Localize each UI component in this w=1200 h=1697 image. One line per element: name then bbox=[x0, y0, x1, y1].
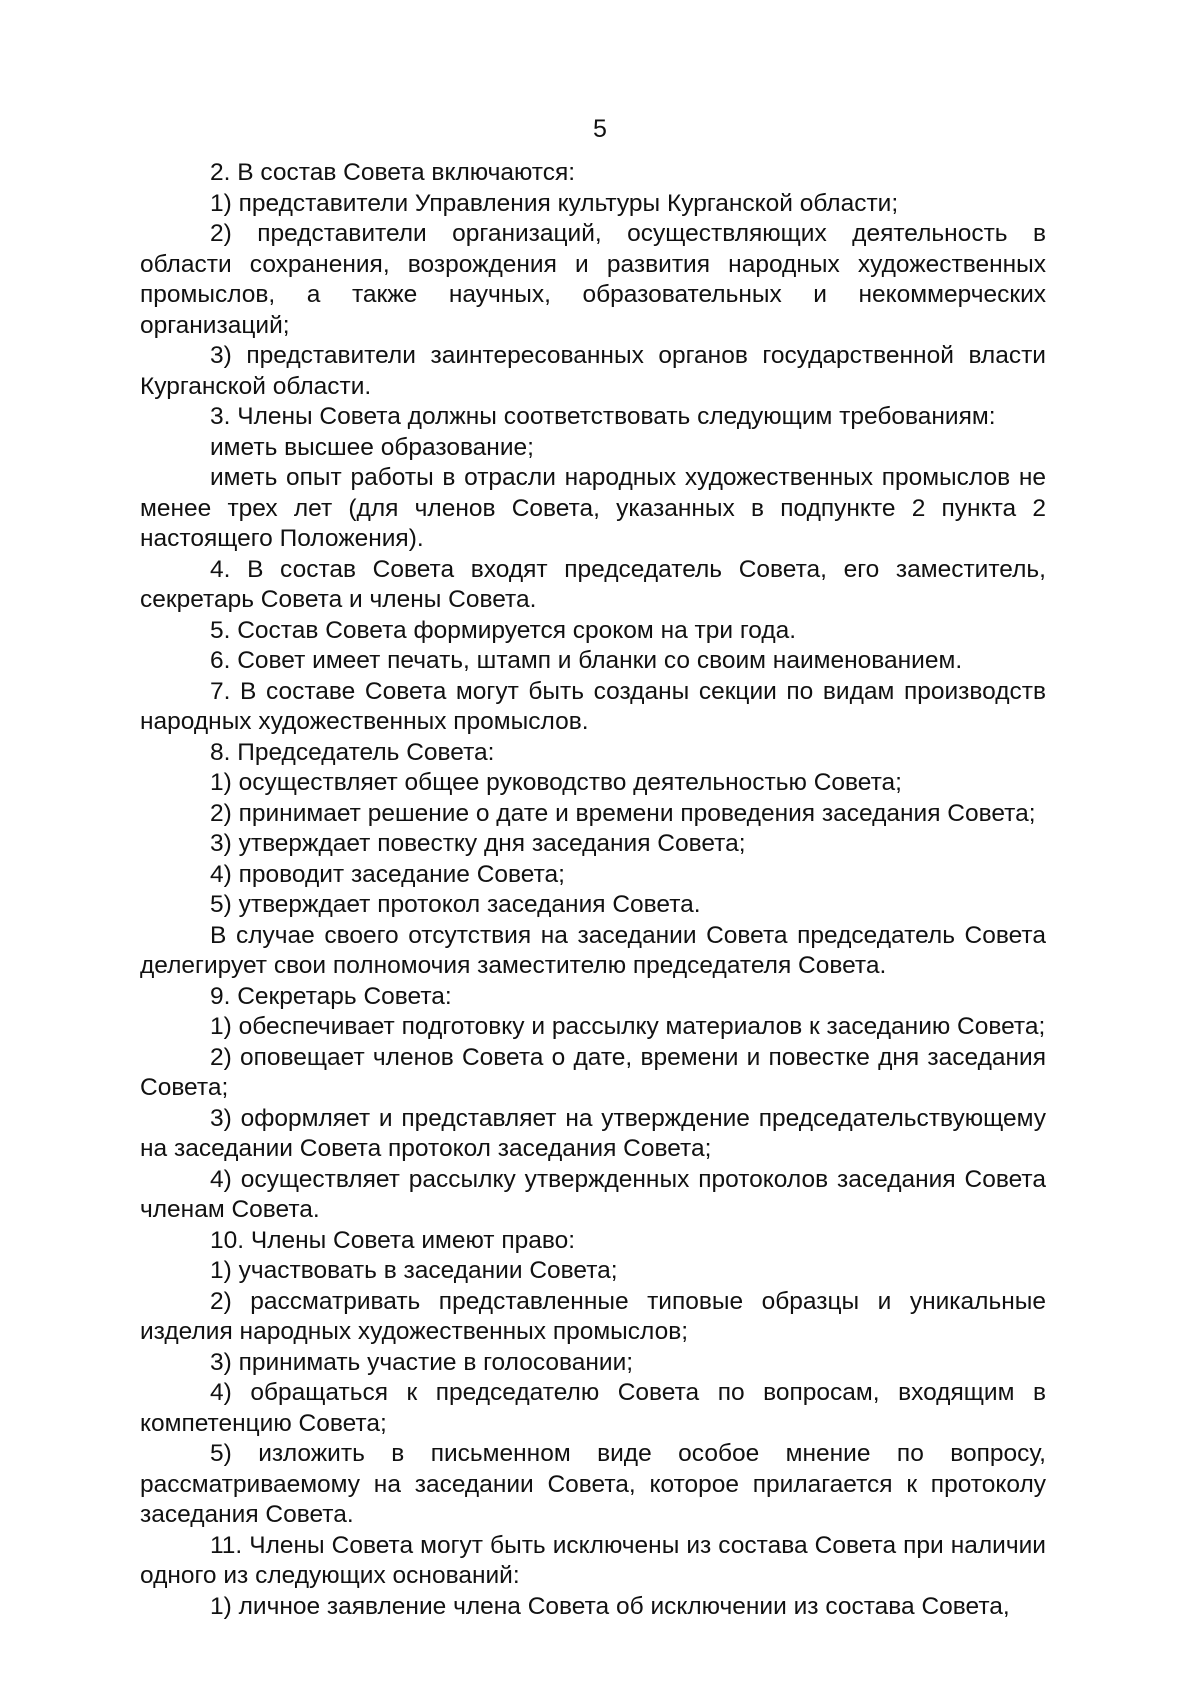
paragraph: 10. Члены Совета имеют право: bbox=[210, 1226, 576, 1254]
paragraph: 2) принимает решение о дате и времени проведения заседания Совета; bbox=[210, 799, 1036, 827]
paragraph: 2. В состав Совета включаются: bbox=[210, 159, 576, 186]
paragraph: 5) утверждает протокол заседания Совета. bbox=[210, 891, 701, 918]
paragraph: 1) участвовать в заседании Совета; bbox=[210, 1257, 618, 1284]
paragraph: 9. Секретарь Совета: bbox=[210, 982, 452, 1010]
paragraph: иметь высшее образование; bbox=[210, 433, 534, 461]
paragraph: 8. Председатель Совета: bbox=[210, 738, 495, 766]
paragraph: 3. Члены Совета должны соответствовать следующим требованиям: bbox=[210, 403, 996, 430]
paragraph: 4) обращаться к председателю Совета по вопросам, входящим в компетенцию Совета; bbox=[140, 1379, 1046, 1437]
paragraph: 3) представители заинтересованных органов государственной власти Курганской области. bbox=[140, 342, 1046, 400]
paragraph: 11. Члены Совета могут быть исключены из состава Совета при наличии одного из следующих оснований: bbox=[140, 1531, 1046, 1589]
paragraph: 1) обеспечивает подготовку и рассылку материалов к заседанию Совета; bbox=[210, 1013, 1046, 1040]
paragraph: 5. Состав Совета формируется сроком на три года. bbox=[210, 616, 797, 644]
paragraph: 5) изложить в письменном виде особое мнение по вопросу, рассматриваемому на заседании Совета, которое прилагается к протоколу заседания Совета. bbox=[140, 1440, 1046, 1528]
paragraph: В случае своего отсутствия на заседании Совета председатель Совета делегирует свои полномочия заместителю председателя Совета. bbox=[140, 921, 1046, 979]
paragraph: 2) оповещает членов Совета о дате, времени и повестке дня заседания Совета; bbox=[140, 1043, 1046, 1101]
paragraph: 3) принимать участие в голосовании; bbox=[210, 1348, 634, 1376]
paragraph: 4) проводит заседание Совета; bbox=[210, 860, 565, 888]
paragraph: 6. Совет имеет печать, штамп и бланки со своим наименованием. bbox=[210, 647, 963, 674]
paragraph: 2) представители организаций, осуществляющих деятельность в области сохранения, возрождения и развития народных художественных промыслов, а также научных, образовательных и некоммерческих организаций; bbox=[140, 220, 1046, 339]
paragraph: 1) представители Управления культуры Курганской области; bbox=[210, 189, 899, 217]
paragraph: 3) оформляет и представляет на утверждение председательствующему на заседании Совета протокол заседания Совета; bbox=[140, 1104, 1046, 1162]
paragraph: 4) осуществляет рассылку утвержденных протоколов заседания Совета членам Совета. bbox=[140, 1165, 1046, 1223]
paragraph: 3) утверждает повестку дня заседания Совета; bbox=[210, 830, 746, 857]
paragraph: 4. В состав Совета входят председатель Совета, его заместитель, секретарь Совета и члены Совета. bbox=[140, 555, 1046, 613]
document-body bbox=[140, 158, 1046, 1622]
paragraph: 1) личное заявление члена Совета об исключении из состава Совета, bbox=[210, 1592, 1010, 1620]
page-number: 5 bbox=[593, 115, 607, 143]
paragraph: 2) рассматривать представленные типовые образцы и уникальные изделия народных художественных промыслов; bbox=[140, 1287, 1046, 1345]
paragraph: 1) осуществляет общее руководство деятельностью Совета; bbox=[210, 769, 902, 796]
paragraph: 7. В составе Совета могут быть созданы секции по видам производств народных художественных промыслов. bbox=[140, 677, 1046, 735]
paragraph: иметь опыт работы в отрасли народных художественных промыслов не менее трех лет (для членов Совета, указанных в подпункте 2 пункта 2 настоящего Положения). bbox=[140, 464, 1046, 552]
